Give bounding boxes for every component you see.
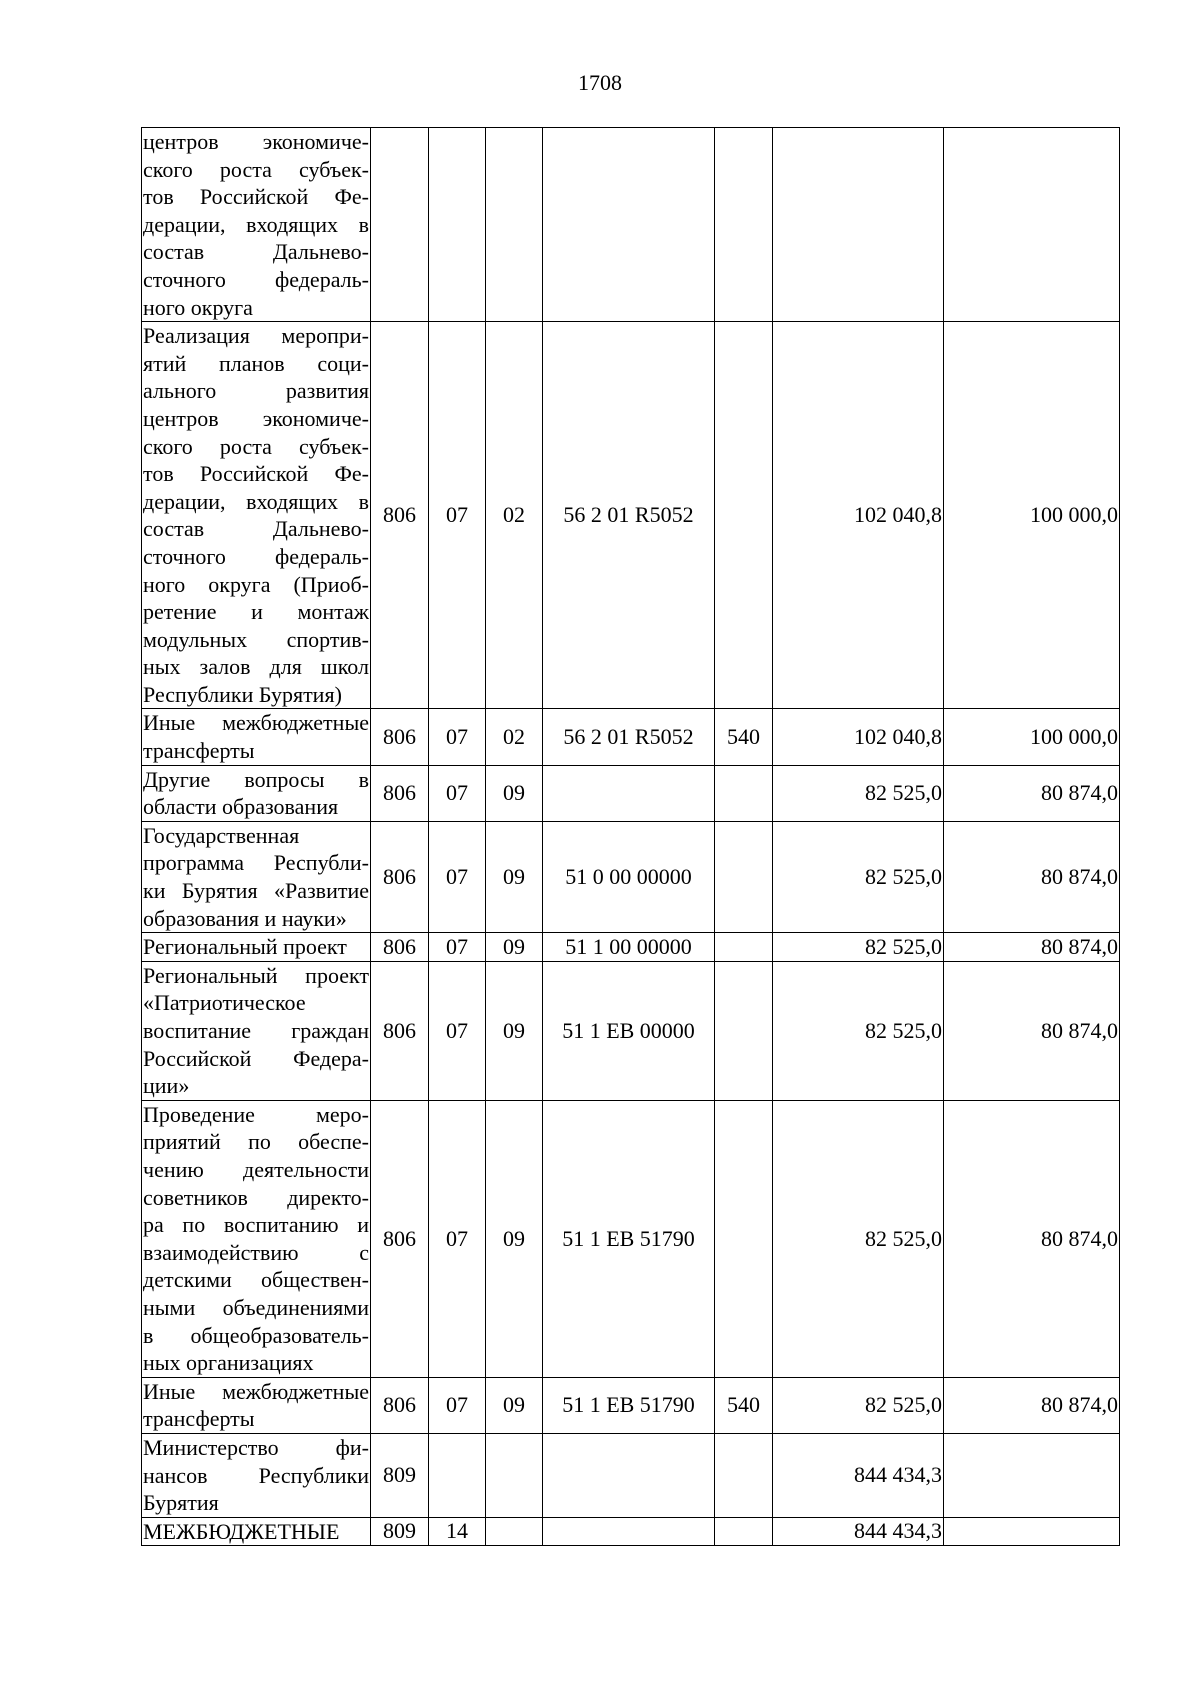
- section-cell: 07: [429, 1377, 486, 1433]
- section-cell: 14: [429, 1517, 486, 1546]
- amount-year1-cell: 82 525,0: [773, 821, 944, 932]
- item-name-line: ятий планов соци-: [143, 350, 369, 376]
- amount-year2-cell: 80 874,0: [944, 1100, 1120, 1377]
- subsection-cell: 02: [486, 322, 543, 709]
- item-name-line: тов Российской Фе-: [143, 184, 369, 210]
- subsection-cell: [486, 1433, 543, 1517]
- expense-type-cell: [715, 1433, 773, 1517]
- item-name-line: дерации, входящих в: [143, 488, 369, 514]
- amount-year2-cell: 80 874,0: [944, 961, 1120, 1100]
- item-name-line: советников директо-: [143, 1184, 369, 1210]
- amount-year1-cell: 102 040,8: [773, 709, 944, 765]
- item-name-line: приятий по обеспе-: [143, 1129, 369, 1155]
- table-row: [142, 961, 1120, 1100]
- expense-type-cell: [715, 933, 773, 962]
- item-name-line: сточного федераль-: [143, 543, 369, 569]
- amount-year2-cell: [944, 128, 1120, 322]
- section-cell: 07: [429, 933, 486, 962]
- amount-year1-cell: 82 525,0: [773, 1377, 944, 1433]
- amount-year1-cell: 844 434,3: [773, 1433, 944, 1517]
- item-name-line: ального развития: [143, 378, 369, 404]
- item-name-line: Министерство фи-: [143, 1434, 369, 1460]
- section-cell: 07: [429, 821, 486, 932]
- table-row: [142, 821, 1120, 932]
- amount-year1-cell: 844 434,3: [773, 1517, 944, 1546]
- expense-type-cell: [715, 322, 773, 709]
- item-name-line: программа Республи-: [143, 850, 369, 876]
- item-name-line: детскими обществен-: [143, 1267, 369, 1293]
- item-name-cell: [142, 128, 371, 322]
- admin-code-cell: [371, 128, 429, 322]
- amount-year1-cell: [773, 128, 944, 322]
- page-number: 1708: [578, 70, 622, 95]
- subsection-cell: 09: [486, 1377, 543, 1433]
- admin-code-cell: 806: [371, 821, 429, 932]
- amount-year2-cell: [944, 1433, 1120, 1517]
- item-name-line: Иные межбюджетные: [143, 1378, 369, 1404]
- subsection-cell: [486, 1517, 543, 1546]
- amount-year2-cell: [944, 1517, 1120, 1546]
- subsection-cell: 09: [486, 1100, 543, 1377]
- item-name-cell: [142, 1100, 371, 1377]
- section-cell: [429, 1433, 486, 1517]
- table-row: [142, 1377, 1120, 1433]
- item-name-line: МЕЖБЮДЖЕТНЫЕ: [143, 1518, 340, 1544]
- table-row: [142, 1100, 1120, 1377]
- item-name-line: Региональный проект: [143, 962, 369, 988]
- item-name-line: тов Российской Фе-: [143, 461, 369, 487]
- amount-year2-cell: 100 000,0: [944, 322, 1120, 709]
- item-name-line: Реализация меропри-: [143, 323, 369, 349]
- target-article-cell: [543, 128, 715, 322]
- subsection-cell: 09: [486, 961, 543, 1100]
- section-cell: 07: [429, 961, 486, 1100]
- item-name-line: центров экономиче-: [143, 405, 369, 431]
- item-name-line: ного округа: [143, 294, 253, 320]
- item-name-line: сточного федераль-: [143, 266, 369, 292]
- item-name-cell: [142, 322, 371, 709]
- item-name-line: Региональный проект: [143, 934, 347, 960]
- item-name-line: трансферты: [143, 1406, 255, 1432]
- subsection-cell: [486, 128, 543, 322]
- table-row: [142, 1517, 1120, 1546]
- item-name-line: ными объединениями: [143, 1294, 369, 1320]
- item-name-line: Другие вопросы в: [143, 766, 369, 792]
- item-name-line: модульных спортив-: [143, 626, 369, 652]
- item-name-line: ных залов для школ: [143, 654, 369, 680]
- item-name-line: дерации, входящих в: [143, 211, 369, 237]
- item-name-line: ных организациях: [143, 1350, 314, 1376]
- item-name-line: ского роста субъек-: [143, 156, 369, 182]
- target-article-cell: [543, 1517, 715, 1546]
- target-article-cell: 51 0 00 00000: [543, 821, 715, 932]
- admin-code-cell: 806: [371, 1100, 429, 1377]
- table-body: [142, 128, 1120, 1546]
- subsection-cell: 02: [486, 709, 543, 765]
- item-name-cell: [142, 933, 371, 962]
- item-name-line: ции»: [143, 1073, 190, 1099]
- section-cell: 07: [429, 709, 486, 765]
- section-cell: 07: [429, 765, 486, 821]
- item-name-line: Государственная: [143, 822, 300, 848]
- item-name-cell: [142, 1433, 371, 1517]
- expense-type-cell: [715, 961, 773, 1100]
- target-article-cell: 51 1 EB 51790: [543, 1100, 715, 1377]
- table-row: [142, 1433, 1120, 1517]
- item-name-cell: [142, 821, 371, 932]
- subsection-cell: 09: [486, 933, 543, 962]
- item-name-line: Проведение меро-: [143, 1101, 369, 1127]
- item-name-line: области образования: [143, 794, 339, 820]
- item-name-line: чению деятельности: [143, 1156, 369, 1182]
- item-name-cell: [142, 1377, 371, 1433]
- item-name-line: ки Бурятия «Развитие: [143, 878, 369, 904]
- target-article-cell: [543, 1433, 715, 1517]
- target-article-cell: 51 1 EB 00000: [543, 961, 715, 1100]
- item-name-line: состав Дальнево-: [143, 239, 369, 265]
- item-name-line: Иные межбюджетные: [143, 710, 369, 736]
- item-name-line: образования и науки»: [143, 905, 347, 931]
- admin-code-cell: 806: [371, 1377, 429, 1433]
- expense-type-cell: [715, 765, 773, 821]
- amount-year2-cell: 80 874,0: [944, 821, 1120, 932]
- amount-year1-cell: 82 525,0: [773, 933, 944, 962]
- target-article-cell: 56 2 01 R5052: [543, 322, 715, 709]
- amount-year1-cell: 82 525,0: [773, 1100, 944, 1377]
- target-article-cell: 56 2 01 R5052: [543, 709, 715, 765]
- expense-type-cell: [715, 821, 773, 932]
- expense-type-cell: [715, 1517, 773, 1546]
- admin-code-cell: 806: [371, 765, 429, 821]
- amount-year2-cell: 100 000,0: [944, 709, 1120, 765]
- item-name-cell: [142, 1517, 371, 1546]
- amount-year1-cell: 102 040,8: [773, 322, 944, 709]
- admin-code-cell: 806: [371, 322, 429, 709]
- item-name-cell: [142, 961, 371, 1100]
- section-cell: 07: [429, 1100, 486, 1377]
- item-name-line: Бурятия: [143, 1490, 219, 1516]
- admin-code-cell: 809: [371, 1433, 429, 1517]
- item-name-line: в общеобразователь-: [143, 1322, 369, 1348]
- target-article-cell: 51 1 EB 51790: [543, 1377, 715, 1433]
- amount-year1-cell: 82 525,0: [773, 765, 944, 821]
- table-row: [142, 709, 1120, 765]
- section-cell: 07: [429, 322, 486, 709]
- admin-code-cell: 806: [371, 961, 429, 1100]
- budget-table: [141, 127, 1120, 1546]
- item-name-line: ского роста субъек-: [143, 433, 369, 459]
- admin-code-cell: 809: [371, 1517, 429, 1546]
- expense-type-cell: 540: [715, 1377, 773, 1433]
- item-name-line: ра по воспитанию и: [143, 1212, 369, 1238]
- table-row: [142, 322, 1120, 709]
- subsection-cell: 09: [486, 765, 543, 821]
- item-name-line: взаимодействию с: [143, 1239, 369, 1265]
- item-name-line: «Патриотическое: [143, 990, 306, 1016]
- target-article-cell: [543, 765, 715, 821]
- item-name-line: центров экономиче-: [143, 129, 369, 154]
- admin-code-cell: 806: [371, 709, 429, 765]
- section-cell: [429, 128, 486, 322]
- item-name-line: трансферты: [143, 738, 255, 764]
- table-row: [142, 933, 1120, 962]
- subsection-cell: 09: [486, 821, 543, 932]
- amount-year2-cell: 80 874,0: [944, 1377, 1120, 1433]
- expense-type-cell: 540: [715, 709, 773, 765]
- item-name-cell: [142, 709, 371, 765]
- item-name-line: Республики Бурятия): [143, 681, 342, 707]
- item-name-line: ретение и монтаж: [143, 599, 369, 625]
- amount-year2-cell: 80 874,0: [944, 765, 1120, 821]
- table-row: [142, 765, 1120, 821]
- admin-code-cell: 806: [371, 933, 429, 962]
- item-name-line: состав Дальнево-: [143, 516, 369, 542]
- item-name-line: нансов Республики: [143, 1462, 369, 1488]
- expense-type-cell: [715, 128, 773, 322]
- item-name-line: ного округа (Приоб-: [143, 571, 369, 597]
- item-name-cell: [142, 765, 371, 821]
- expense-type-cell: [715, 1100, 773, 1377]
- amount-year1-cell: 82 525,0: [773, 961, 944, 1100]
- item-name-line: воспитание граждан: [143, 1018, 369, 1043]
- target-article-cell: 51 1 00 00000: [543, 933, 715, 962]
- amount-year2-cell: 80 874,0: [944, 933, 1120, 962]
- table-row: [142, 128, 1120, 322]
- item-name-line: Российской Федера-: [143, 1045, 369, 1071]
